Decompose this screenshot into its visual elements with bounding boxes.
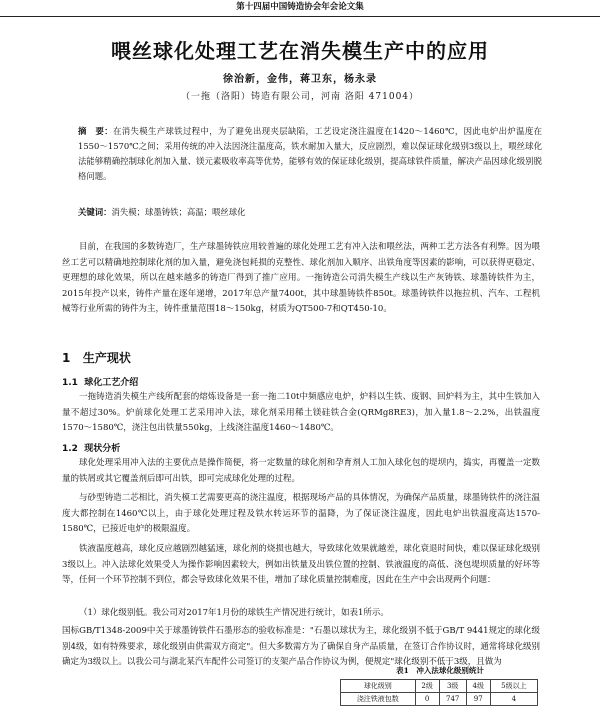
table-header-row	[341, 680, 538, 693]
page-bottom-fade	[0, 705, 600, 715]
table-header-cell: 4级	[466, 680, 490, 693]
section-1-2-title: 现状分析	[84, 444, 121, 454]
affiliation: （一拖（洛阳）铸造有限公司，河南 洛阳 471004）	[180, 92, 420, 102]
table-header-cell: 2级	[415, 680, 439, 693]
section-1-2-paragraph-5: 国标GB/T1348-2009中关于球墨铸铁件石墨形态的验收标准是："石墨以球状为主，球化级别不低于GB/T 9441规定的球化级别4级，如有特殊要求，球化级别由供需双方商定"。但大多数需方为了确保自身产品质量，在签订合作协议时，通常将球化级别确定为3级以上。以我公司与湖北某汽车配件公司签订的支架产品合作协议为例，便规定"球化级别不低于3级，且做为	[62, 626, 540, 667]
section-1-title: 生产现状	[82, 351, 131, 365]
abstract-label: 摘 要：	[78, 126, 113, 136]
keywords	[78, 206, 542, 218]
section-1-2-paragraph-1: 球化处理采用冲入法的主要优点是操作简便，将一定数量的球化剂和孕育剂人工加入球化包的堤坝内，捣实，再覆盖一定数量的铁屑或其它覆盖剂后即可出铁，即可完成球化处理的过程。	[62, 458, 540, 484]
table-header-cell: 3级	[439, 680, 466, 693]
table-cell: 747	[439, 693, 466, 706]
running-header: 第十四届中国铸造协会年会论文集	[0, 0, 600, 17]
table-cell: 4	[490, 693, 537, 706]
section-1-heading	[62, 349, 131, 366]
keywords-text: 消失模；球墨铸铁；高温；喂丝球化	[111, 207, 246, 217]
authors: 徐治新，金伟，蒋卫东，杨永录	[223, 74, 377, 85]
section-1-2-number: 1.2	[62, 444, 78, 454]
table-cell: 0	[415, 693, 439, 706]
section-1-number: 1	[62, 351, 71, 365]
intro-paragraph: 目前，在我国的多数铸造厂，生产球墨铸铁应用较普遍的球化处理工艺有冲入法和喂丝法，两种工艺方法各有利弊。因为喂丝工艺可以精确地控制球化剂的加入量，避免浇包耗损的克整性、球化剂加入顺序、出铁角度等因素的影响，可以获得更稳定、更理想的球化效果，所以在越来越多的铸造厂得到了推广应用。一拖铸造公司消失模生产线以生产灰铸铁、球墨铸铁件为主，2015年投产以来，铸件产量在逐年递增，2017年总产量7400t，其中球墨铸铁件850t。球墨铸铁件以拖拉机、汽车、工程机械等行业所需的铸件为主，铸件重量范围18～150kg，材质为QT500-7和QT450-10。	[62, 242, 540, 314]
section-1-1-number: 1.1	[62, 378, 78, 388]
section-1-1-heading	[62, 375, 138, 388]
abstract-text: 在消失模生产球铁过程中，为了避免出现夹层缺陷，工艺设定浇注温度在1420～1460℃，因此电炉出炉温度在1550～1570℃之间；采用传统的冲入法因浇注温度高，铁水耐加入量大，反应剧烈，难以保证球化级别3级以上，喂丝球化法能够精确控制球化剂加入量、镁元素吸收率高等优势，能够有效的保证球化级别，提高球铁件质量，解决产品因球化级别脱格问题。	[78, 126, 542, 181]
table-cell: 浇注铁液包数	[341, 693, 416, 706]
table-row	[341, 693, 538, 706]
keywords-label: 关键词：	[78, 207, 112, 217]
table-header-cell: 球化级别	[341, 680, 416, 693]
table-cell: 97	[466, 693, 490, 706]
section-1-1-title: 球化工艺介绍	[84, 378, 139, 388]
section-1-2-paragraph-2: 与砂型铸造二芯相比，消失模工艺需要更高的浇注温度，根据现场产品的具体情况，为确保产品质量，球墨铸铁件的浇注温度大都控制在1460℃以上，由于球化处理过程及铁水转运环节的温降，为了保证浇注温度，因此电炉出铁温度高达1570-1580℃，已接近电炉的极限温度。	[62, 493, 540, 534]
abstract	[78, 124, 542, 184]
section-1-2-paragraph-3: 铁液温度越高，球化反应越剧烈越猛速，球化剂的烧损也越大，导致球化效果就越差，球化衰退时间快，难以保证球化级别3级以上。冲入法球化效果受人为操作影响因素较大，例如出铁量及出铁位置的控制、铁液温度的高低、浇包堤坝质量的好坏等等，任何一个环节控制不到位，都会导致球化效果不佳，增加了球化质量控制难度，因此在生产中会出现两个问题：	[62, 544, 540, 585]
table-1-caption: 表1 冲入法球化级别统计	[396, 666, 484, 675]
table-header-cell: 5级以上	[490, 680, 537, 693]
section-1-2-heading	[62, 441, 120, 454]
paper-title: 喂丝球化处理工艺在消失模生产中的应用	[111, 39, 489, 63]
table-1	[340, 679, 538, 706]
section-1-1-paragraph: 一拖铸造消失模生产线所配套的熔炼设备是一套一拖二10t中频感应电炉，炉料以生铁、废钢、回炉料为主，其中生铁加入量不超过30%。炉前球化处理工艺采用冲入法，球化剂采用稀土镁硅铁合金(QRMg8RE3)，加入量1.8～2.2%，出铁温度1570～1580℃，浇注包出铁量550kg，上线浇注温度1460～1480℃。	[62, 392, 540, 433]
section-1-2-paragraph-4: （1）球化级别低。我公司对2017年1月份的球铁生产情况进行统计，如表1所示。	[79, 608, 389, 618]
